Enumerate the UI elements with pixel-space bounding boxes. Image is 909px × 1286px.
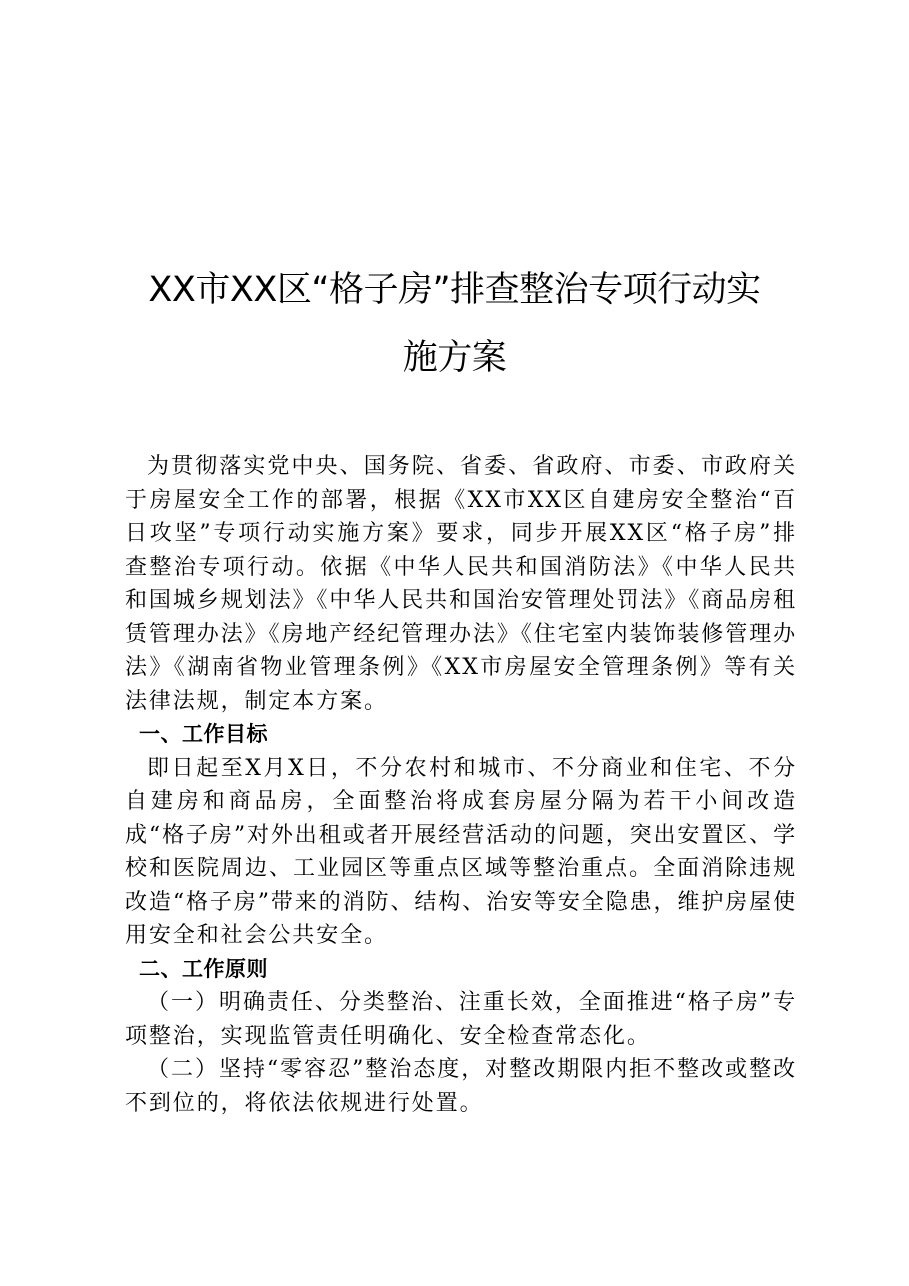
section-heading-principles: 二、工作原则 bbox=[139, 956, 268, 981]
intro-paragraph: 为贯彻落实党中央、国务院、省委、省政府、市委、市政府关于房屋安全工作的部署，根据《XX市XX区自建房安全整治“百日攻坚”专项行动实施方案》要求，同步开展XX区“格子房”排查整治专项行动。依据《中华人民共和国消防法》《中华人民共和国城乡规划法》《中华人民共和国治安管理处罚法》《商品房租赁管理办法》《房地产经纪管理办法》《住宅室内装饰装修管理办法》《湖南省物业管理条例》《XX市房屋安全管理条例》等有关法律法规，制定本方案。 bbox=[125, 454, 797, 714]
title-line-1: XX市XX区“格子房”排查整治专项行动实 bbox=[148, 270, 761, 310]
title-line-2: 施方案 bbox=[402, 338, 507, 378]
document-body bbox=[125, 450, 797, 1120]
document-title bbox=[100, 256, 809, 392]
goals-paragraph: 即日起至X月X日，不分农村和城市、不分商业和住宅、不分自建房和商品房，全面整治将成套房屋分隔为若干小间改造成“格子房”对外出租或者开展经营活动的问题，突出安置区、学校和医院周边、工业园区等重点区域等整治重点。全面消除违规改造“格子房”带来的消防、结构、治安等安全隐患，维护房屋使用安全和社会公共安全。 bbox=[125, 755, 797, 948]
section-heading-goals: 一、工作目标 bbox=[139, 722, 268, 746]
principle-paragraph-1: （一）明确责任、分类整治、注重长效，全面推进“格子房”专项整治，实现监管责任明确化、安全检查常态化。 bbox=[125, 990, 797, 1049]
principle-paragraph-2: （二）坚持“零容忍”整治态度，对整改期限内拒不整改或整改不到位的，将依法依规进行处置。 bbox=[125, 1057, 797, 1116]
